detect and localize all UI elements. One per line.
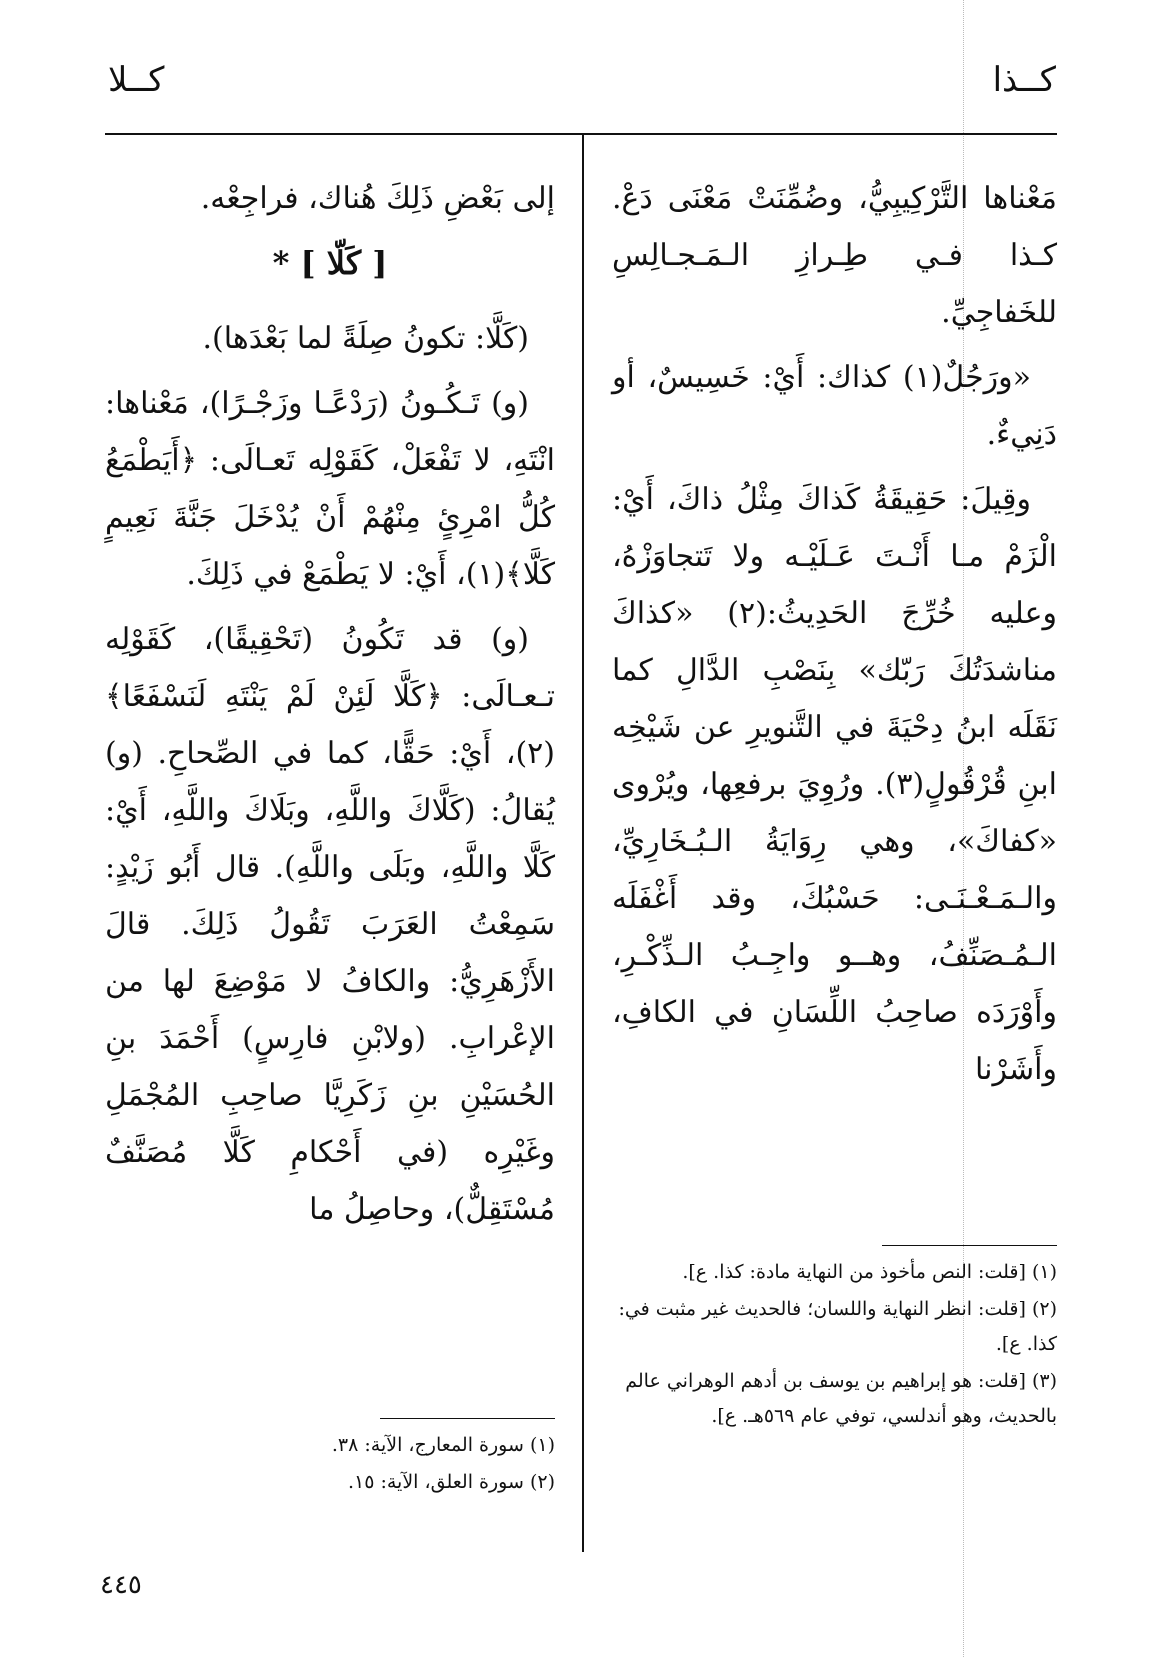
footnote-left-2: (٢) سورة العلق، الآية: ١٥. [347, 1471, 555, 1493]
left-paragraph-2: (و) تَـكُـونُ (رَدْعًـا وزَجْـرًا)، مَعْناها: انْتَهِ، لا تَفْعَلْ، كَقَوْلِه تَعـالَى: ﴿أَيَطْمَعُ كُلُّ امْرِئٍ مِنْهُمْ أَنْ يُدْخَلَ جَنَّةَ نَعِيمٍ كَلَّا﴾(١)، أَيْ: لا يَطْمَعْ في ذَلِكَ. [105, 386, 555, 592]
column-divider [582, 134, 584, 1552]
right-column [612, 170, 1057, 1106]
right-paragraph-1: مَعْناها التَّرْكِيبِيُّ، وضُمِّنَتْ مَعْنَى دَعْ. كـذا فـي طِـرازِ الـمَـجـالِسِ للخَفاجِيِّ. [612, 181, 1057, 330]
footnote-right-3: (٣) [قلت: هو إبراهيم بن يوسف بن أدهم الوهراني عالم بالحديث، وهو أندلسي، توفي عام ٥٦٩هـ. ع]. [625, 1370, 1057, 1427]
right-paragraph-2: «ورَجُلٌ(١) كذاك: أَيْ: خَسِيسٌ، أو دَنِيءٌ. [612, 360, 1057, 452]
page-number: ٤٤٥ [100, 1570, 142, 1600]
footnote-left-1: (١) سورة المعارج، الآية: ٣٨. [331, 1434, 555, 1456]
footnote-right-2: (٢) [قلت: انظر النهاية واللسان؛ فالحديث غير مثبت في: كذا. ع]. [618, 1298, 1057, 1355]
running-head-right: كــذا [992, 60, 1056, 100]
left-footnotes [105, 1428, 555, 1502]
left-intro: إلى بَعْضِ ذَلِكَ هُناك، فراجِعْه. [200, 181, 555, 216]
right-footnote-rule [882, 1245, 1057, 1246]
entry-heading: [ كَلّا ] * [272, 244, 388, 282]
running-head-left: كــلا [108, 60, 165, 100]
header-rule [105, 133, 1057, 135]
right-footnotes [612, 1255, 1057, 1436]
right-paragraph-3: وقِيلَ: حَقِيقَةُ كَذاكَ مِثْلُ ذاكَ، أَيْ: الْزَمْ مـا أَنْـتَ عَـلَيْـه ولا تَتجاوَزْهُ، وعليه خُرِّجَ الحَدِيثُ:(٢) «كذاكَ مناشدَتُكَ رَبّك» بِنَصْبِ الدَّالِ كما نَقَلَه ابنُ دِحْيَةَ في التَّنويرِ عن شَيْخِه ابنِ قُرْقُولٍ(٣). ورُوِيَ برفعِها، ويُرْوى «كفاكَ»، وهي رِوَايَةُ الـبُـخَارِيِّ، والـمَـعْـنَـى: حَسْبُكَ، وقد أَغْفَلَه الـمُـصَنِّفُ، وهــو واجِـبُ الـذِّكْـرِ، وأَوْرَدَه صاحِبُ اللِّسَانِ في الكافِ، وأَشَرْنا [612, 482, 1057, 1087]
footnote-right-1: (١) [قلت: النص مأخوذ من النهاية مادة: كذا. ع]. [682, 1261, 1057, 1283]
left-paragraph-1: (كَلَّا: تكونُ صِلَةً لما بَعْدَها). [202, 321, 529, 356]
left-paragraph-3: (و) قد تَكُونُ (تَحْقِيقًا)، كَقَوْلِه تـعـالَى: ﴿كَلَّا لَئِنْ لَمْ يَنْتَهِ لَنَسْفَعًا﴾(٢)، أَيْ: حَقًّا، كما في الصِّحاحِ. (و) يُقالُ: (كَلَّاكَ واللَّهِ، وبَلَاكَ واللَّهِ، أَيْ: كَلَّا واللَّهِ، وبَلَى واللَّهِ). قال أَبُو زَيْدٍ: سَمِعْتُ العَرَبَ تَقُولُ ذَلِكَ. قالَ الأَزْهَرِيُّ: والكافُ لا مَوْضِعَ لها من الإعْرابِ. (ولابْنِ فارِسٍ) أَحْمَدَ بنِ الحُسَيْنِ بنِ زَكَرِيَّا صاحِبِ المُجْمَلِ وغَيْرِه (في أَحْكامِ كَلَّا مُصَنَّفٌ مُسْتَقِلٌّ)، وحاصِلُ ما [105, 622, 555, 1227]
left-column [105, 170, 555, 1246]
left-footnote-rule [380, 1418, 555, 1419]
